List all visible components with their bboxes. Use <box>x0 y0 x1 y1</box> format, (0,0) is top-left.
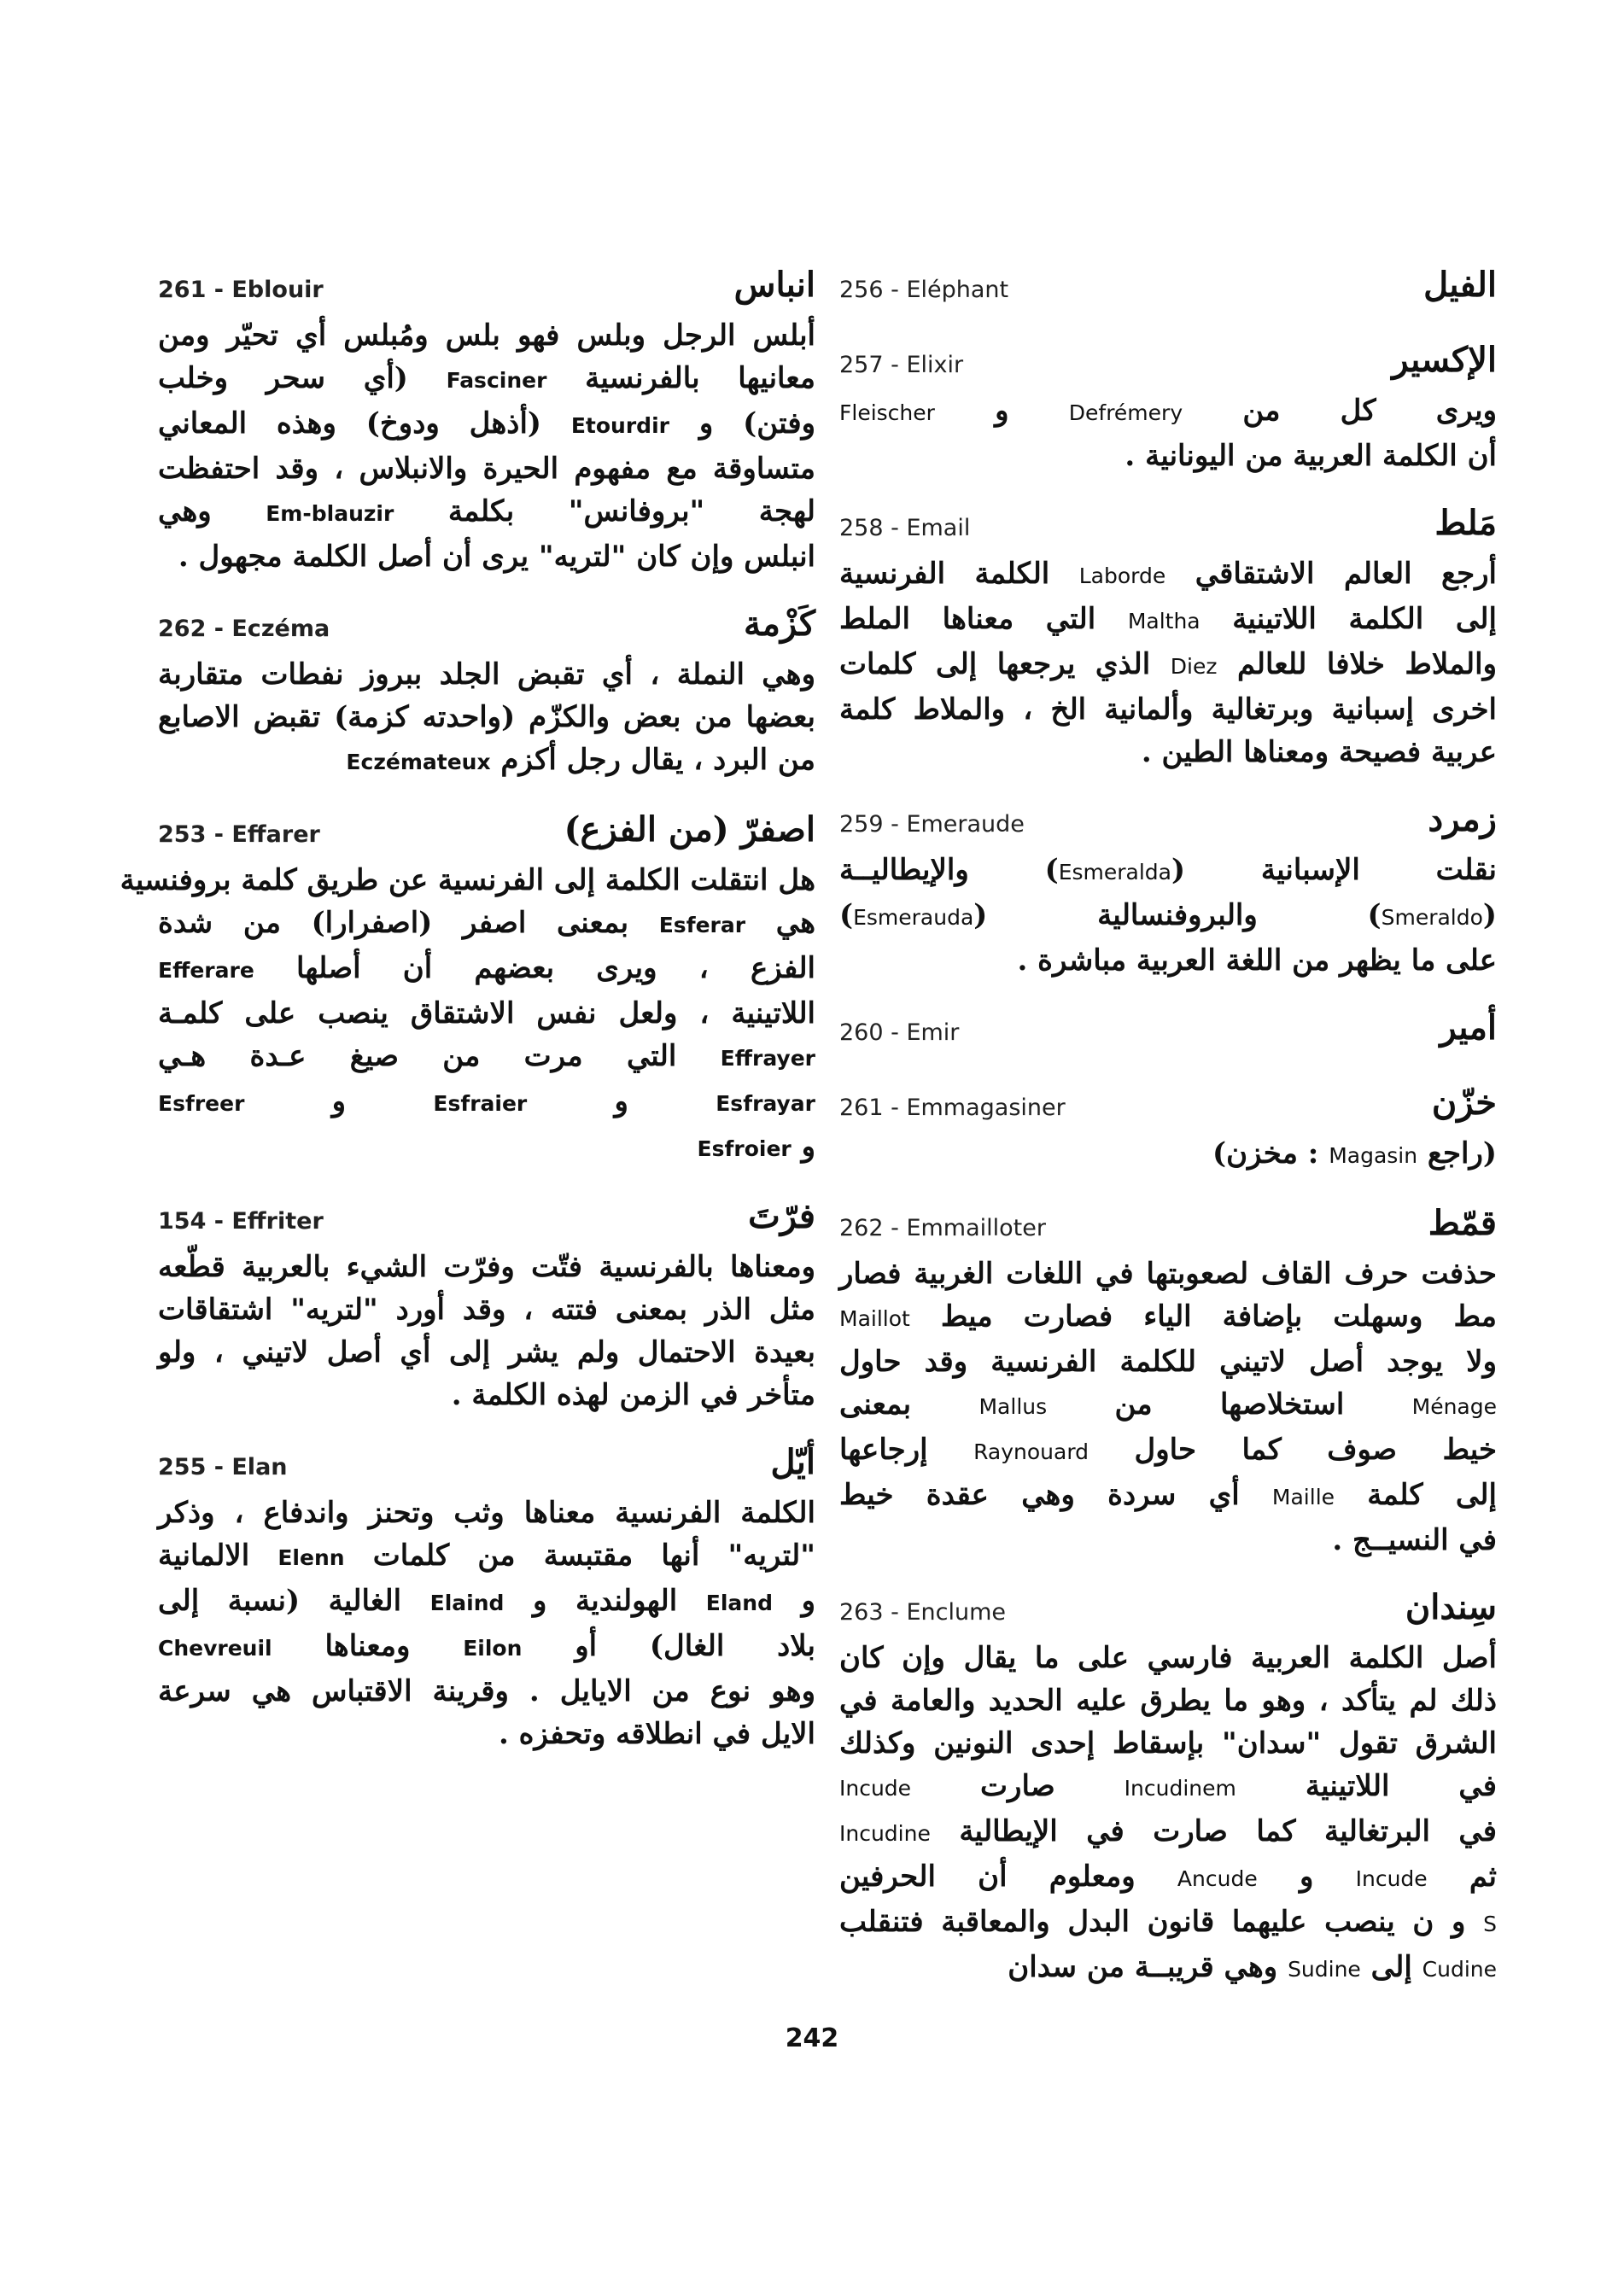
entry-line: "لتريه" أنها مقتبسة من كلمات Elenn الالمانية <box>158 1539 815 1573</box>
entry-line: نقلت الإسبانية (Esmeralda) والإيطاليــة <box>839 853 1497 887</box>
latin-term: Effrayer <box>720 1046 815 1071</box>
dictionary-entry <box>839 503 1497 774</box>
entry-number: 253 - Effarer <box>158 821 320 848</box>
latin-term: Raynouard <box>973 1439 1089 1464</box>
entry-line: في اللاتينية Incudinem صارت Incude <box>839 1769 1497 1803</box>
latin-term: Smeraldo <box>1381 905 1483 930</box>
latin-term: Esfroier <box>697 1136 792 1161</box>
entry-header <box>158 265 815 314</box>
dictionary-entry <box>839 1587 1497 1991</box>
entry-headword: فرّتَ <box>748 1196 815 1236</box>
entry-line: وهي النملة ، أي تقبض الجلد ببروز نفطات متقاربة <box>158 657 815 692</box>
latin-term: Efferare <box>158 958 254 983</box>
entry-line: هل انتقلت الكلمة إلى الفرنسية عن طريق كلمة بروفنسية <box>120 863 815 897</box>
entry-line: أن الكلمة العربية من اليونانية . <box>1125 439 1497 473</box>
entry-line: ذلك لم يتأكد ، وهو ما يطرق عليه الحديد والعامة في <box>839 1684 1497 1718</box>
entry-line: ثم Incude و Ancude ومعلوم أن الحرفين <box>839 1860 1497 1894</box>
entry-line: اخرى إسبانية وبرتغالية وألمانية الخ ، والملاط كلمة <box>839 692 1497 727</box>
entry-headword: اصفرّ (من الفزع) <box>564 809 815 850</box>
entry-line: وفتن) و Etourdir (أذهل ودوخ) وهذه المعاني <box>158 406 816 441</box>
entry-line: في البرتغالية كما صارت في الإيطالية Incudine <box>839 1814 1497 1848</box>
latin-term: Magasin <box>1329 1143 1418 1168</box>
entry-line: من البرد ، يقال رجل أكزم Eczémateux <box>346 743 815 777</box>
entry-line: أصل الكلمة العربية فارسي على ما يقال وإن كان <box>839 1641 1497 1675</box>
latin-term: Esfreer <box>158 1091 245 1116</box>
entry-line: مثل الذر بمعنى فتته ، وقد أورد "لتريه" اشتقاقات <box>158 1293 815 1327</box>
entry-headword: أمير <box>1440 1007 1497 1048</box>
entry-line: الايل في انطلاقه وتحفزه . <box>499 1717 815 1751</box>
entry-number: 257 - Elixir <box>839 352 964 378</box>
entry-header <box>158 1442 815 1492</box>
dictionary-entry <box>158 1196 815 1416</box>
dictionary-entry <box>839 1007 1497 1057</box>
entry-line: (راجع Magasin : مخزن) <box>1212 1136 1497 1171</box>
dictionary-entry <box>158 1442 815 1755</box>
entry-header <box>839 1203 1497 1252</box>
latin-term: Esferar <box>658 913 746 937</box>
latin-term: Em-blauzir <box>266 501 394 526</box>
entry-line: حذفت حرف القاف لصعوبتها في اللغات الغربية فصار <box>839 1257 1497 1291</box>
latin-term: Maille <box>1271 1485 1335 1509</box>
entry-line: وهو نوع من الايايل . وقرينة الاقتباس هي سرعة <box>158 1674 815 1708</box>
entry-header <box>839 1007 1497 1057</box>
entry-number: 259 - Emeraude <box>839 811 1025 838</box>
entry-line: معانيها بالفرنسية Fasciner (أي سحر وخلب <box>158 361 816 395</box>
entry-line: انبلس وإن كان "لتريه" يرى أن أصل الكلمة مجهول . <box>178 540 815 574</box>
latin-term: Incudinem <box>1124 1776 1236 1801</box>
entry-headword: خزّن <box>1431 1083 1497 1123</box>
latin-term: Eland <box>705 1591 773 1615</box>
entry-headword: مَلط <box>1434 503 1497 543</box>
entry-headword: قمّط <box>1428 1203 1497 1243</box>
entry-line: متأخر في الزمن لهذه الكلمة . <box>451 1378 815 1412</box>
entry-line: على ما يظهر من اللغة العربية مباشرة . <box>1017 943 1497 978</box>
entry-header <box>839 1083 1497 1132</box>
entry-line: (Smeraldo) والبروفنسالية (Esmerauda) <box>839 898 1497 932</box>
dictionary-entry <box>839 1203 1497 1562</box>
entry-number: 261 - Emmagasiner <box>839 1095 1066 1121</box>
entry-line: بعيدة الاحتمال ولم يشر إلى أي أصل لاتيني ، ولو <box>158 1335 815 1369</box>
entry-number: 261 - Eblouir <box>158 277 324 303</box>
latin-term: Esfraier <box>433 1091 528 1116</box>
latin-term: Laborde <box>1078 563 1166 588</box>
entry-header <box>839 265 1497 314</box>
latin-term: Ancude <box>1177 1866 1258 1891</box>
entry-headword: الإكسير <box>1392 340 1497 380</box>
latin-term: Defrémery <box>1068 400 1183 425</box>
dictionary-entry <box>839 1083 1497 1177</box>
entry-line: إلى الكلمة اللاتينية Maltha التي معناها الملط <box>839 602 1497 636</box>
latin-term: Esmeralda <box>1058 860 1171 885</box>
entry-line: بعضها من بعض والكزّم (واحدته كزمة) تقبض الاصابع <box>158 700 815 734</box>
latin-term: Esfrayar <box>716 1091 815 1116</box>
entry-header <box>158 809 815 859</box>
entry-line: Effrayer التي مرت من صيغ عـدة هـي <box>158 1039 815 1073</box>
entry-line: الكلمة الفرنسية معناها وثب وتحنز واندفاع ، وذكر <box>158 1496 815 1530</box>
entry-line: Esfrayar و Esfraier و Esfreer <box>158 1084 815 1118</box>
latin-term: S <box>1483 1912 1497 1936</box>
entry-line: خيط صوف كما حاول Raynouard إرجاعها <box>839 1433 1497 1467</box>
entry-headword: الفيل <box>1423 265 1497 305</box>
latin-term: Sudine <box>1288 1957 1361 1982</box>
entry-line: Ménage استخلاصها من Mallus بمعنى <box>839 1387 1497 1422</box>
latin-term: Eilon <box>463 1636 523 1661</box>
latin-term: Ménage <box>1411 1394 1497 1419</box>
entry-line: و Esfroier <box>697 1130 815 1164</box>
latin-term: Maillot <box>839 1306 910 1331</box>
entry-headword: انباس <box>733 265 815 305</box>
dictionary-entry <box>839 265 1497 314</box>
entry-line: ولا يوجد أصل لاتيني للكلمة الفرنسية وقد حاول <box>839 1345 1497 1379</box>
entry-headword: زمرد <box>1428 799 1497 839</box>
entry-number: 260 - Emir <box>839 1019 960 1046</box>
latin-term: Mallus <box>978 1394 1048 1419</box>
left-column <box>120 265 816 1781</box>
entry-header <box>839 1587 1497 1637</box>
dictionary-entry <box>839 340 1497 477</box>
entry-line: اللاتينية ، ولعل نفس الاشتقاق ينصب على كلمـة <box>158 996 815 1031</box>
dictionary-entry <box>839 799 1497 982</box>
latin-term: Incudine <box>839 1821 931 1846</box>
entry-line: أرجع العالم الاشتقاقي Laborde الكلمة الفرنسية <box>839 557 1497 591</box>
entry-line: في النسيــج . <box>1332 1523 1497 1557</box>
entry-headword: أيّل <box>770 1442 815 1482</box>
entry-number: 255 - Elan <box>158 1454 288 1480</box>
latin-term: Diez <box>1170 654 1218 679</box>
entry-number: 256 - Eléphant <box>839 277 1009 303</box>
page-number: 242 <box>785 2023 839 2053</box>
entry-number: 262 - Emmailloter <box>839 1215 1046 1241</box>
latin-term: Elaind <box>429 1591 505 1615</box>
entry-line: متساوقة مع مفهوم الحيرة والانبلاس ، وقد احتفظت <box>158 452 815 486</box>
latin-term: Chevreuil <box>158 1636 272 1661</box>
latin-term: Maltha <box>1127 609 1200 634</box>
latin-term: Fasciner <box>446 368 547 393</box>
latin-term: Incude <box>1355 1866 1428 1891</box>
entry-line: الفزع ، ويرى بعضهم أن أصلها Efferare <box>158 951 815 985</box>
entry-line: لهجة "بروفانس" بكلمة Em-blauzir وهي <box>158 494 816 528</box>
entry-line: Cudine إلى Sudine وهي قريبــة من سدان <box>1008 1950 1497 1984</box>
entry-header <box>158 604 815 653</box>
latin-term: Incude <box>839 1776 912 1801</box>
latin-term: Cudine <box>1422 1957 1497 1982</box>
dictionary-entry <box>158 265 815 578</box>
entry-line: والملاط خلافا للعالم Diez الذي يرجعها إلى كلمات <box>839 647 1497 681</box>
entry-number: 154 - Effriter <box>158 1208 324 1235</box>
entry-line: ويرى كل من Defrémery و Fleischer <box>839 394 1498 428</box>
latin-term: Eczémateux <box>346 750 491 774</box>
entry-line: عربية فصيحة ومعناها الطين . <box>1141 735 1497 769</box>
right-column <box>839 265 1497 2017</box>
entry-number: 263 - Enclume <box>839 1599 1006 1626</box>
latin-term: Esmerauda <box>853 905 974 930</box>
latin-term: Etourdir <box>570 413 669 438</box>
latin-term: Elenn <box>277 1545 345 1570</box>
entry-headword: سِندان <box>1405 1587 1497 1627</box>
entry-number: 258 - Email <box>839 515 971 541</box>
entry-line: S و ن ينصب عليهما قانون البدل والمعاقبة فتنقلب <box>839 1905 1497 1939</box>
entry-line: الشرق تقول "سدان" بإسقاط إحدى النونين وكذلك <box>839 1726 1497 1760</box>
entry-line: هي Esferar بمعنى اصفر (اصفرارا) من شدة <box>158 906 815 940</box>
entry-number: 262 - Eczéma <box>158 616 330 642</box>
entry-line: أبلس الرجل وبلس فهو بلس ومُبلس أي تحيّر ومن <box>158 318 815 353</box>
dictionary-entry <box>158 604 815 784</box>
entry-line: ومعناها بالفرنسية فتّت وفرّت الشيء بالعربية قطّعه <box>158 1250 815 1284</box>
entry-header <box>839 799 1497 849</box>
entry-headword: كَزْمة <box>744 604 815 644</box>
entry-line: و Eland الهولندية و Elaind الغالية (نسبة إلى <box>158 1584 815 1618</box>
entry-header <box>839 503 1497 552</box>
dictionary-entry <box>120 809 815 1171</box>
entry-header <box>839 340 1497 389</box>
entry-header <box>158 1196 815 1246</box>
entry-line: مط وسهلت بإضافة الياء فصارت ميط Maillot <box>839 1299 1497 1334</box>
entry-line: إلى كلمة Maille أي سردة وهي عقدة خيط <box>839 1478 1497 1512</box>
latin-term: Fleischer <box>839 400 935 425</box>
entry-line: بلاد الغال) أو Eilon ومعناها Chevreuil <box>158 1629 815 1663</box>
